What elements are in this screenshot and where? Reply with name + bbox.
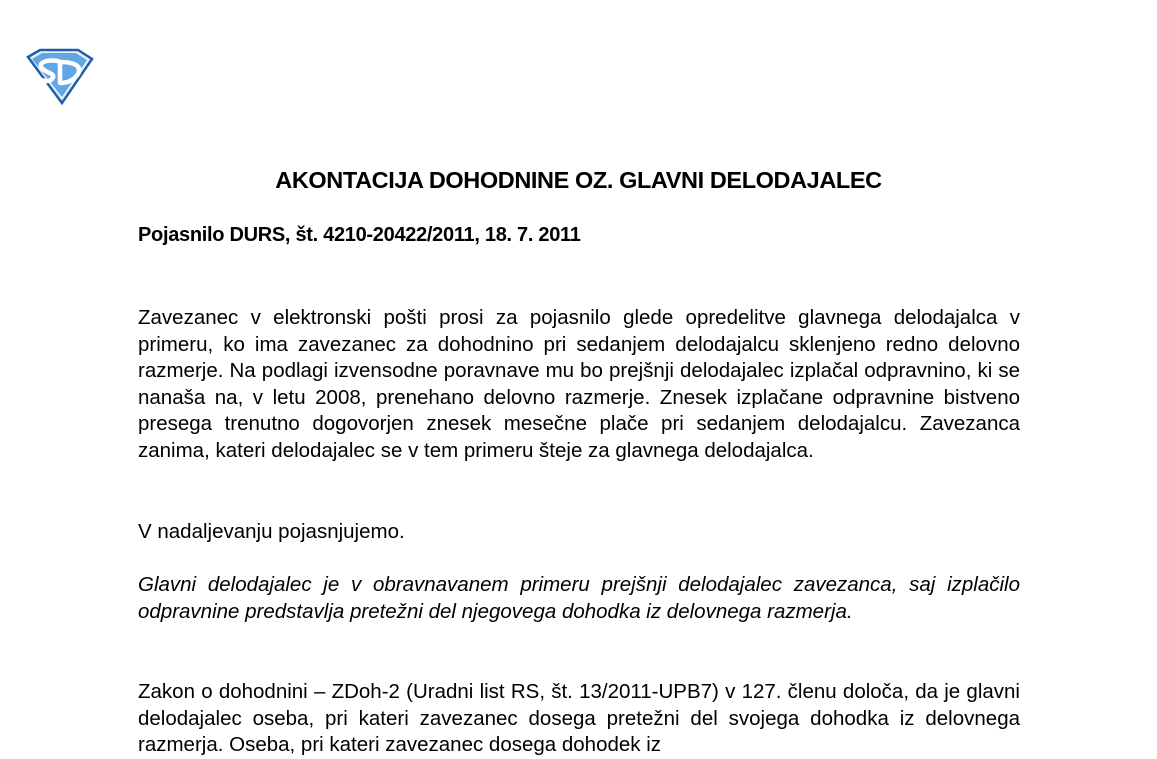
paragraph-intro: V nadaljevanju pojasnjujemo. bbox=[138, 520, 405, 543]
paragraph-law: Zakon o dohodnini – ZDoh-2 (Uradni list RS, št. 13/2011-UPB7) v 127. členu določa, da je glavni delodajalec oseba, pri kateri zavezanec dosega pretežni del svojega dohodka iz delovnega razmerja. Oseba, pri kateri zavezanec dosega dohodek iz bbox=[138, 680, 1020, 756]
paragraph-question: Zavezanec v elektronski pošti prosi za pojasnilo glede opredelitve glavnega delodajalca v primeru, ko ima zavezanec za dohodnino pri sedanjem delodajalcu sklenjeno redno delovno razmerje. Na podlagi izvensodne poravnave mu bo prejšnji delodajalec izplačal odpravnino, ki se nanaša na, v letu 2008, prenehano delovno razmerje. Znesek izplačane odpravnine bistveno presega trenutno dogovorjen znesek mesečne plače pri sedanjem delodajalcu. Zavezanca zanima, kateri delodajalec se v tem primeru šteje za glavnega delodajalca. bbox=[138, 306, 1020, 462]
document-subtitle: Pojasnilo DURS, št. 4210-20422/2011, 18. 7. 2011 bbox=[138, 224, 581, 246]
company-logo-icon bbox=[22, 47, 96, 105]
document-title: AKONTACIJA DOHODNINE OZ. GLAVNI DELODAJALEC bbox=[275, 167, 882, 193]
paragraph-answer: Glavni delodajalec je v obravnavanem primeru prejšnji delodajalec zavezanca, saj izplačilo odpravnine predstavlja pretežni del njegovega dohodka iz delovnega razmerja. bbox=[138, 573, 1020, 623]
